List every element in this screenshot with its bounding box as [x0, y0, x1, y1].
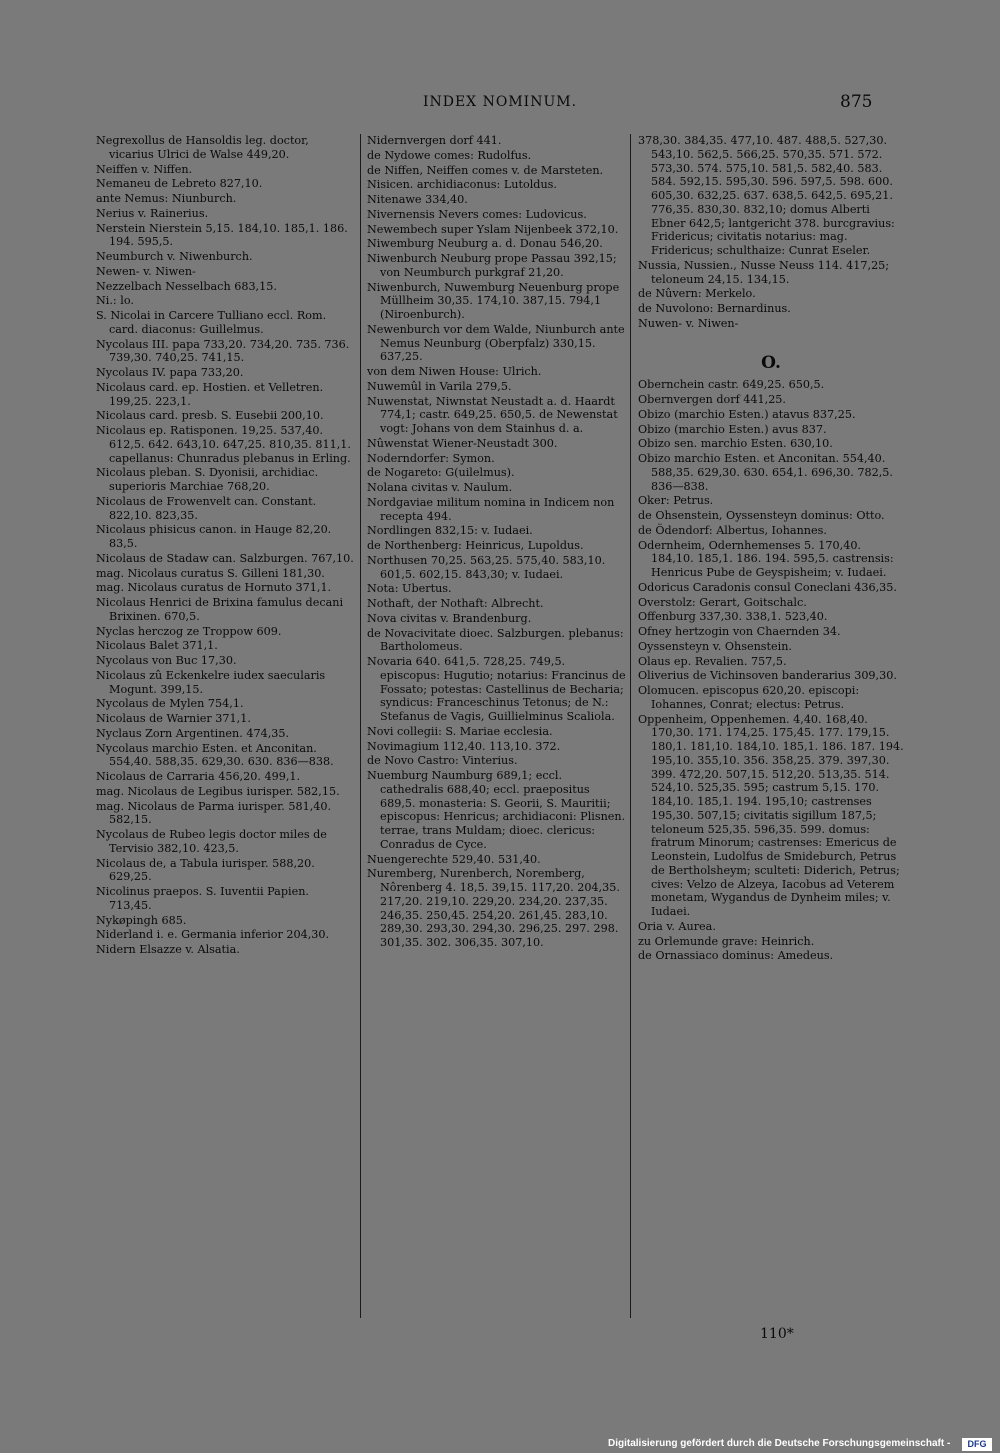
index-entry: Nitenawe 334,40.: [367, 193, 468, 206]
index-entry: Newenburch vor dem Walde, Niunburch ante Nemus Neunburg (Oberpfalz) 330,15. 637,25.: [367, 322, 625, 364]
index-entry: Nicolaus card. ep. Hostien. et Velletren. 199,25. 223,1.: [96, 380, 324, 408]
index-entry: Nicolaus de, a Tabula iurisper. 588,20. 629,25.: [96, 856, 315, 884]
index-column-right: [638, 134, 904, 964]
index-entry: Niderland i. e. Germania inferior 204,30.: [96, 928, 330, 942]
index-entry: Neumburch v. Niwenburch.: [96, 250, 253, 263]
index-entry: Nyclaus Zorn Argentinen. 474,35.: [96, 726, 290, 740]
index-entry: Odoricus Caradonis consul Coneclani 436,35.: [638, 580, 897, 594]
index-entry: Obizo marchio Esten. et Anconitan. 554,40. 588,35. 629,30. 630. 654,1. 696,30. 782,5. 836—838.: [638, 452, 893, 493]
index-entry: Overstolz: Gerart, Goitschalc.: [638, 595, 807, 609]
index-entry: Olomucen. episcopus 620,20. episcopi: Iohannes, Conrat; electus: Petrus.: [638, 684, 860, 711]
section-letter-heading: O.: [761, 352, 781, 373]
index-entry: Novi collegii: S. Mariae ecclesia.: [367, 724, 553, 738]
index-entry: Ofney hertzogin von Chaernden 34.: [638, 625, 841, 638]
index-entry: von dem Niwen House: Ulrich.: [367, 365, 542, 378]
index-entry: Nidernvergen dorf 441.: [367, 134, 502, 147]
index-entry: Obernchein castr. 649,25. 650,5.: [638, 378, 825, 392]
index-entry: Ni.: lo.: [96, 294, 134, 308]
digitization-credit: Digitalisierung gefördert durch die Deutsche Forschungsgemeinschaft -: [608, 1438, 951, 1449]
index-entry: Neiffen v. Niffen.: [96, 162, 193, 176]
index-entry: Niwenburch Neuburg prope Passau 392,15; von Neumburch purkgraf 21,20.: [367, 252, 617, 279]
index-entry: Obizo (marchio Esten.) avus 837.: [638, 422, 827, 436]
index-entry: Nycolaus von Buc 17,30.: [96, 654, 237, 667]
index-entry: Nemaneu de Lebreto 827,10.: [96, 177, 263, 191]
index-entry: Nicolaus pleban. S. Dyonisii, archidiac. superioris Marchiae 768,20.: [96, 466, 319, 493]
index-entry: Nerius v. Rainerius.: [96, 206, 209, 220]
index-entry: zu Orlemunde grave: Heinrich.: [638, 934, 815, 948]
index-entry: Nivernensis Nevers comes: Ludovicus.: [367, 207, 587, 221]
index-entry: Obernvergen dorf 441,25.: [638, 393, 786, 406]
index-entry: de Ohsenstein, Oyssensteyn dominus: Otto.: [638, 509, 885, 522]
index-entry: Nicolaus de Carraria 456,20. 499,1.: [96, 770, 301, 783]
index-entry: de Nydowe comes: Rudolfus.: [367, 148, 532, 162]
index-entry: Nicolaus de Frowenvelt can. Constant. 822,10. 823,35.: [96, 494, 317, 522]
index-entry: Odernheim, Odernhemenses 5. 170,40. 184,10. 185,1. 186. 194. 595,5. castrensis: Henricus Pube de Geyspisheim; v. Iudaei.: [638, 538, 894, 579]
index-entry: Nuwenstat, Niwnstat Neustadt a. d. Haardt 774,1; castr. 649,25. 650,5. de Newenstat vogt: Johans von dem Stainhus d. a.: [367, 394, 618, 435]
index-entry: Novaria 640. 641,5. 728,25. 749,5. episcopus: Hugutio; notarius: Francinus de Fossato; potestas: Castellinus de Becharia; syndicus: Franceschinus Tetonus; de N.: Stefanus de Vagis, Guillielminus Scaliola.: [367, 655, 626, 723]
index-entry: Oppenheim, Oppenhemen. 4,40. 168,40. 170,30. 171. 174,25. 175,45. 177. 179,15. 180,1. 181,10. 184,10. 185,1. 186. 187. 194. 195,10. 355,10. 356. 358,25. 379. 397,30. 399. 472,20. 507,15. 512,20. 513,35. 514. 524,10. 525,35. 595; castrum 5,15. 170. 184,10. 185,1. 194. 195,10; castrenses 195,30. 507,15; civitatis sigillum 187,5; teloneum 525,35. 596,35. 599. domus: fratrum Minorum; castrenses: Emericus de Leonstein, Ludolfus de Smideburch, Petrus de Bertholsheym; sculteti: Diderich, Petrus; cives: Velzo de Alzeya, Iacobus ad Veterem monetam, Wygandus de Dynheim miles; v. Iudaei.: [638, 712, 904, 918]
sheet-signature: 110*: [760, 1326, 794, 1342]
index-entry: Nicolaus Henrici de Brixina famulus decani Brixinen. 670,5.: [96, 596, 344, 623]
index-entry: Nicolaus zû Eckenkelre iudex saecularis Mogunt. 399,15.: [96, 668, 326, 696]
index-entry: Niwenburch, Nuwemburg Neuenburg prope Müllheim 30,35. 174,10. 387,15. 794,1 (Niroenburch).: [367, 280, 620, 321]
index-entry: Nuwen- v. Niwen-: [638, 316, 739, 330]
index-entry: de Nûvern: Merkelo.: [638, 287, 756, 301]
index-entry: de Nogareto: G(uilelmus).: [367, 466, 515, 480]
index-entry: Nidern Elsazze v. Alsatia.: [96, 943, 240, 956]
index-entry: Nicolinus praepos. S. Iuventii Papien. 713,45.: [96, 885, 309, 912]
index-entry: Olaus ep. Revalien. 757,5.: [638, 654, 787, 668]
index-entry: Nuwemûl in Varila 279,5.: [367, 379, 512, 393]
page-number: 875: [840, 92, 873, 112]
index-entry: Niwemburg Neuburg a. d. Donau 546,20.: [367, 237, 603, 251]
index-entry: mag. Nicolaus de Legibus iurisper. 582,15.: [96, 784, 340, 798]
index-entry: Northusen 70,25. 563,25. 575,40. 583,10. 601,5. 602,15. 843,30; v. Iudaei.: [367, 553, 606, 581]
index-entry: mag. Nicolaus curatus de Hornuto 371,1.: [96, 581, 332, 595]
index-entry: Nolana civitas v. Naulum.: [367, 481, 513, 494]
index-entry: Negrexollus de Hansoldis leg. doctor, vicarius Ulrici de Walse 449,20.: [96, 134, 309, 161]
index-entry: Oyssensteyn v. Ohsenstein.: [638, 639, 792, 653]
index-entry: Oker: Petrus.: [638, 494, 714, 508]
index-entry: mag. Nicolaus curatus S. Gilleni 181,30.: [96, 566, 325, 580]
index-column-left: [96, 134, 354, 958]
index-entry: S. Nicolai in Carcere Tulliano eccl. Rom. card. diaconus: Guillelmus.: [96, 309, 327, 336]
index-entry: ante Nemus: Niunburch.: [96, 192, 237, 205]
index-entry: Nicolaus phisicus canon. in Hauge 82,20. 83,5.: [96, 523, 332, 550]
index-entry: Obizo (marchio Esten.) atavus 837,25.: [638, 407, 856, 421]
index-entry: Nuengerechte 529,40. 531,40.: [367, 852, 541, 866]
index-entry: Nova civitas v. Brandenburg.: [367, 611, 532, 625]
index-entry: Nicolaus de Stadaw can. Salzburgen. 767,10.: [96, 551, 354, 565]
column-divider-right: [630, 134, 631, 1318]
index-entry: Nicolaus de Warnier 371,1.: [96, 712, 251, 725]
index-entry: 378,30. 384,35. 477,10. 487. 488,5. 527,30. 543,10. 562,5. 566,25. 570,35. 571. 572. 573,30. 574. 575,10. 581,5. 582,40. 583. 584. 592,15. 595,30. 596. 597,5. 598. 600. 605,30. 632,25. 637. 638,5. 642,5. 695,21. 776,35. 830,30. 832,10; domus Alberti Ebner 642,5; lantgericht 378. burcgravius: Fridericus; civitatis notarius: mag. Fridericus; schulthaize: Cunrat Eseler.: [638, 134, 895, 257]
index-entry: Nicolaus card. presb. S. Eusebii 200,10.: [96, 409, 324, 423]
index-entry: Nothaft, der Nothaft: Albrecht.: [367, 597, 544, 610]
index-entry: de Nuvolono: Bernardinus.: [638, 302, 791, 315]
index-entries-n-continued: [638, 134, 904, 331]
index-entry: Offenburg 337,30. 338,1. 523,40.: [638, 610, 828, 624]
index-entry: de Niffen, Neiffen comes v. de Marsteten.: [367, 163, 604, 177]
index-entry: Nycolaus de Mylen 754,1.: [96, 697, 244, 711]
index-entry: Nuremberg, Nurenberch, Noremberg, Nôrenberg 4. 18,5. 39,15. 117,20. 204,35. 217,20. 219,10. 229,20. 234,20. 237,35. 246,35. 250,45. 254,20. 261,45. 283,10. 289,30. 293,30. 294,30. 296,25. 297. 298. 301,35. 302. 306,35. 307,10.: [367, 867, 620, 949]
index-entry: Obizo sen. marchio Esten. 630,10.: [638, 437, 833, 451]
index-entry: Nykøpingh 685.: [96, 913, 187, 927]
index-entry: Noderndorfer: Symon.: [367, 451, 495, 465]
index-entry: Nota: Ubertus.: [367, 582, 452, 596]
index-entry: Nisicen. archidiaconus: Lutoldus.: [367, 178, 557, 192]
index-entry: Oliverius de Vichinsoven banderarius 309,30.: [638, 669, 897, 683]
index-entry: Nycolaus de Rubeo legis doctor miles de Tervisio 382,10. 423,5.: [96, 828, 327, 855]
column-divider-left: [360, 134, 361, 1318]
index-entry: Nordgaviae militum nomina in Indicem non recepta 494.: [367, 495, 615, 523]
index-entry: Nycolaus marchio Esten. et Anconitan. 554,40. 588,35. 629,30. 630. 836—838.: [96, 741, 334, 769]
index-entry: Nyclas herczog ze Troppow 609.: [96, 624, 282, 638]
index-entry: Nussia, Nussien., Nusse Neuss 114. 417,25; teloneum 24,15. 134,15.: [638, 258, 890, 286]
index-entry: Nicolaus Balet 371,1.: [96, 639, 218, 653]
index-entry: Novimagium 112,40. 113,10. 372.: [367, 739, 561, 753]
index-column-middle: [367, 134, 627, 951]
index-entry: Nezzelbach Nesselbach 683,15.: [96, 279, 277, 293]
index-entry: Newembech super Yslam Nijenbeek 372,10.: [367, 222, 619, 236]
index-entry: Oria v. Aurea.: [638, 919, 716, 933]
index-entry: de Ornassiaco dominus: Amedeus.: [638, 949, 834, 963]
index-entry: Nicolaus ep. Ratisponen. 19,25. 537,40. 612,5. 642. 643,10. 647,25. 810,35. 811,1. capellanus: Chunradus plebanus in Erling.: [96, 424, 351, 465]
index-entry: Newen- v. Niwen-: [96, 264, 196, 278]
dfg-logo: DFG: [962, 1438, 992, 1451]
page-title: INDEX NOMINUM.: [422, 94, 578, 110]
index-entry: de Novacivitate dioec. Salzburgen. plebanus: Bartholomeus.: [367, 626, 624, 654]
index-entry: de Novo Castro: Vinterius.: [367, 754, 518, 768]
index-entry: Nûwenstat Wiener-Neustadt 300.: [367, 436, 558, 450]
index-entry: Nordlingen 832,15: v. Iudaei.: [367, 524, 533, 538]
index-entry: Nycolaus III. papa 733,20. 734,20. 735. 736. 739,30. 740,25. 741,15.: [96, 337, 350, 365]
index-entry: Nycolaus IV. papa 733,20.: [96, 366, 244, 379]
index-entry: Nerstein Nierstein 5,15. 184,10. 185,1. 186. 194. 595,5.: [96, 221, 348, 249]
index-entry: de Northenberg: Heinricus, Lupoldus.: [367, 539, 584, 552]
index-entry: de Ödendorf: Albertus, Iohannes.: [638, 523, 827, 537]
index-entry: Nuemburg Naumburg 689,1; eccl. cathedralis 688,40; eccl. praepositus 689,5. monasteria: S. Georii, S. Mauritii; episcopus: Henricus; archidiaconi: Plisnen. terrae, trans Muldam; dioec. clericus: Conradus de Cyce.: [367, 769, 626, 851]
index-entries-o: [638, 378, 904, 963]
index-entry: mag. Nicolaus de Parma iurisper. 581,40. 582,15.: [96, 799, 332, 827]
